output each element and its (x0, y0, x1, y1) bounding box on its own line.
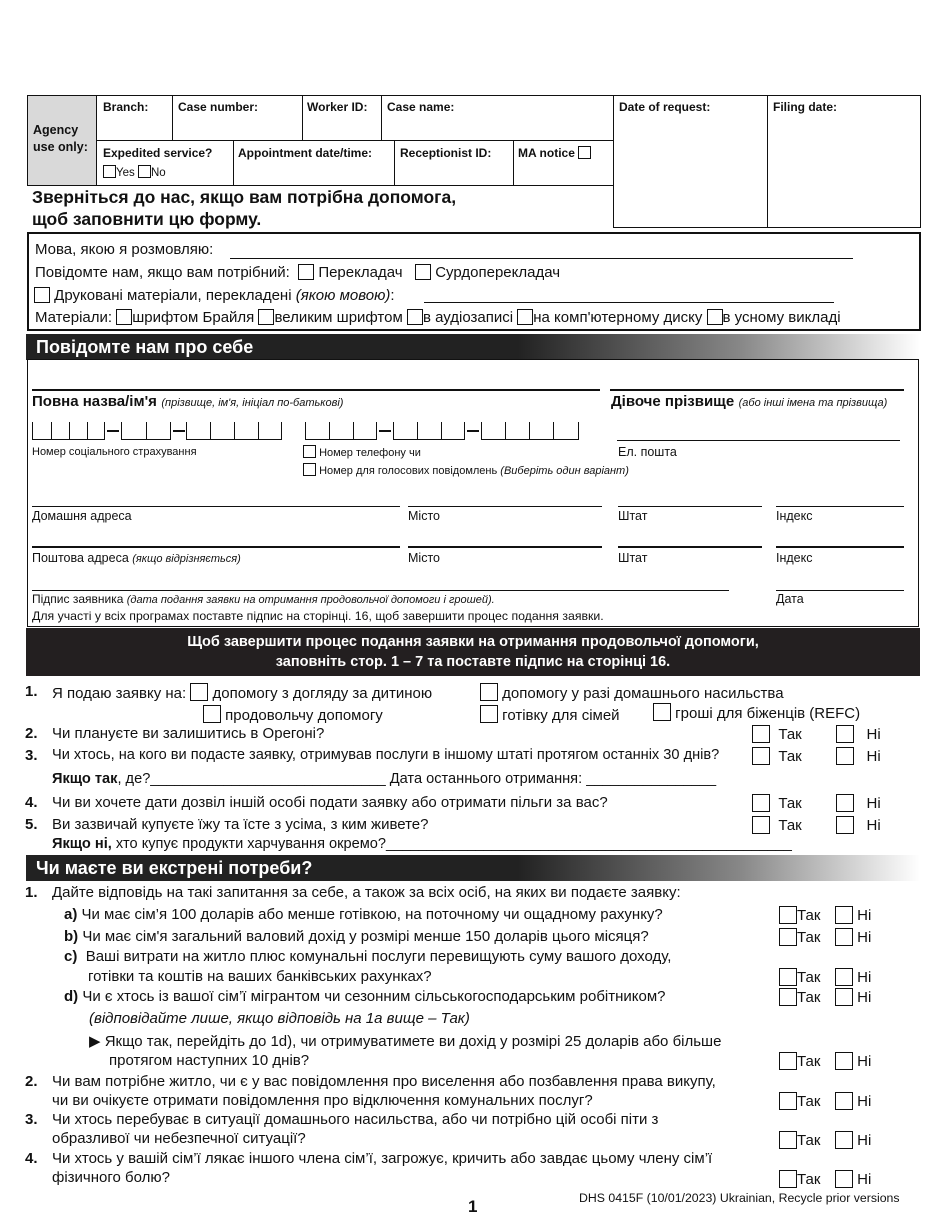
e4-text2: фізичного болю? (52, 1169, 170, 1186)
home-state-label: Штат (618, 509, 648, 523)
expedited-label: Expedited service? (103, 146, 213, 160)
q3-if-yes-label: Якщо так (52, 771, 118, 787)
e1a-yes-label: Так (797, 907, 821, 924)
home-zip-input[interactable] (776, 492, 904, 507)
dv-checkbox[interactable] (480, 683, 498, 701)
translator-checkbox[interactable] (298, 264, 314, 280)
printed-materials-checkbox[interactable] (34, 287, 50, 303)
language-speak-input[interactable] (230, 242, 853, 259)
e1b-text: Чи має сім'я загальний валовий дохід у розмірі менше 150 доларів цього місяця? (82, 928, 649, 945)
disk-checkbox[interactable] (517, 309, 533, 325)
q3-number: 3. (25, 747, 38, 764)
e1c-text2: готівки та коштів на ваших банківських рахунках? (88, 968, 432, 985)
mail-city-label: Місто (408, 551, 440, 565)
home-state-input[interactable] (618, 492, 762, 507)
materials-row (35, 309, 841, 326)
e4-yes (779, 1170, 820, 1188)
q3-no-checkbox[interactable] (836, 747, 854, 765)
e1c-letter: c) (64, 948, 78, 965)
e1a-letter: a) (64, 906, 78, 923)
q4-number: 4. (25, 794, 38, 811)
e1d-text: Чи є хтось із вашої сім’ї мігрантом чи сезонним сільськогосподарським робітником? (82, 988, 666, 1005)
mail-address-hint: (якщо відрізняється) (132, 553, 241, 565)
signature-label-row (32, 592, 495, 606)
home-address-input[interactable] (32, 492, 400, 507)
e1d-yes-label: Так (797, 989, 821, 1006)
e2-no (835, 1092, 871, 1110)
large-print-checkbox[interactable] (258, 309, 274, 325)
e2-yes (779, 1092, 820, 1110)
full-name-label-row (32, 393, 343, 411)
e2-yes-checkbox[interactable] (779, 1092, 797, 1110)
e1-number: 1. (25, 884, 38, 901)
e1c-yes-label: Так (797, 969, 821, 986)
e4-text (52, 1149, 712, 1187)
help-heading-line2: щоб заповнити цю форму. (32, 209, 262, 229)
e4-no-label: Ні (857, 1171, 872, 1188)
ssn-dash (173, 430, 185, 432)
e3-text2: образливої чи небезпечної ситуації? (52, 1130, 306, 1147)
q3-no-label: Ні (866, 748, 881, 765)
language-speak-label: Мова, якою я розмовляю: (35, 241, 214, 258)
agency-divider (302, 96, 303, 140)
q2-number: 2. (25, 725, 38, 742)
phone-line[interactable] (481, 422, 579, 440)
date-divider (767, 95, 768, 228)
voicemail-checkbox[interactable] (303, 463, 316, 476)
language-need-label: Повідомте нам, якщо вам потрібний: (35, 264, 290, 281)
q3-yes (752, 747, 802, 765)
e1b-yes (779, 928, 820, 946)
signature-label: Підпис заявника (32, 592, 124, 606)
q2-no-checkbox[interactable] (836, 725, 854, 743)
printed-language-input[interactable] (424, 286, 834, 303)
e1d-sub-text1: Якщо так, перейдіть до 1d), чи отримуватимете ви дохід у розмірі 25 доларів або більше (104, 1033, 722, 1050)
q5-text: Ви зазвичай купуєте їжу та їсте з усіма, з ким живете? (52, 816, 429, 833)
banner-line2: заповніть стор. 1 – 7 та поставте підпис на сторінці 16. (275, 654, 671, 670)
email-label: Ел. пошта (618, 445, 677, 459)
e1d-no (835, 988, 871, 1006)
worker-id-field[interactable]: Worker ID: (307, 100, 368, 114)
home-city-label: Місто (408, 509, 440, 523)
q5-number: 5. (25, 816, 38, 833)
mail-address-input[interactable] (32, 532, 400, 548)
e1b-no-checkbox[interactable] (835, 928, 853, 946)
oral-label: в усному викладі (722, 309, 841, 326)
audio-checkbox[interactable] (407, 309, 423, 325)
e1c-no-label: Ні (857, 969, 872, 986)
q3-followup (52, 771, 716, 787)
e1d-sub-yes-label: Так (797, 1053, 821, 1070)
maiden-name-label-row (611, 393, 887, 411)
q1-cash (480, 705, 620, 724)
q2-yes (752, 725, 802, 743)
home-address-label: Домашня адреса (32, 509, 132, 523)
email-input[interactable] (617, 426, 900, 441)
q3-yes-label: Так (778, 748, 802, 765)
e1b-letter: b) (64, 928, 79, 945)
food-label: продовольчу допомогу (225, 707, 383, 724)
q4-yes (752, 794, 802, 812)
q3-yes-checkbox[interactable] (752, 747, 770, 765)
e3-text1: Чи хтось перебуває в ситуації домашнього насильства, або чи потрібно цій особі піти з (52, 1111, 659, 1128)
agency-divider (233, 140, 234, 185)
e1b-yes-checkbox[interactable] (779, 928, 797, 946)
language-speak-row (35, 241, 213, 258)
ssn-label: Номер соціального страхування (32, 446, 197, 458)
expedited-options (103, 165, 166, 179)
e2-no-label: Ні (857, 1093, 872, 1110)
full-name-input[interactable] (32, 375, 600, 391)
q4-yes-checkbox[interactable] (752, 794, 770, 812)
e2-number: 2. (25, 1073, 38, 1090)
signature-date-input[interactable] (776, 576, 904, 591)
braille-label: шрифтом Брайля (132, 309, 255, 326)
q1-row1 (52, 683, 432, 702)
cash-label: готівку для сімей (502, 707, 620, 724)
section-emergency-header: Чи маєте ви екстрені потреби? (26, 855, 920, 881)
e3-no (835, 1131, 871, 1149)
q3-followup-fields[interactable]: , де?_____________________________ Дата останнього отримання: ________________ (117, 771, 717, 787)
e1c-yes-checkbox[interactable] (779, 968, 797, 986)
e1d-sub-no (835, 1052, 871, 1070)
mail-city-input[interactable] (408, 532, 602, 548)
e1d-row (64, 988, 666, 1005)
expedited-no-checkbox[interactable] (138, 165, 151, 178)
phone-checkbox[interactable] (303, 445, 316, 458)
e4-number: 4. (25, 1150, 38, 1167)
help-heading-line1: Зверніться до нас, якщо вам потрібна допомога, (32, 187, 457, 207)
mail-address-label: Поштова адреса (32, 551, 129, 565)
e3-no-checkbox[interactable] (835, 1131, 853, 1149)
case-name-field[interactable]: Case name: (387, 100, 455, 114)
e4-no (835, 1170, 871, 1188)
sign-language-label: Сурдоперекладач (435, 264, 561, 281)
maiden-name-label: Дівоче прізвище (611, 393, 735, 410)
refc-label: гроші для біженців (REFC) (675, 705, 861, 722)
expedited-no-label: No (150, 167, 166, 179)
e1d-sub-no-label: Ні (857, 1053, 872, 1070)
q4-no-label: Ні (866, 795, 881, 812)
disk-label: на комп'ютерному диску (533, 309, 703, 326)
form-footer: DHS 0415F (10/01/2023) Ukrainian, Recycle prior versions (579, 1191, 900, 1205)
e1b-no-label: Ні (857, 929, 872, 946)
q5-followup-field[interactable]: хто купує продукти харчування окремо?__________________________________________________ (111, 836, 792, 852)
e1d-yes (779, 988, 820, 1006)
childcare-label: допомогу з догляду за дитиною (212, 685, 433, 702)
materials-label: Матеріали: (35, 309, 113, 326)
e4-no-checkbox[interactable] (835, 1170, 853, 1188)
mail-address-label-row (32, 551, 241, 565)
q2-text: Чи плануєте ви залишитись в Орегоні? (52, 725, 325, 742)
phone-prefix[interactable] (393, 422, 465, 440)
food-checkbox[interactable] (203, 705, 221, 723)
audio-label: в аудіозаписі (422, 309, 514, 326)
q5-followup (52, 836, 792, 852)
e1a-no-label: Ні (857, 907, 872, 924)
e3-no-label: Ні (857, 1132, 872, 1149)
q5-no (836, 816, 881, 834)
q1-food (203, 705, 383, 724)
maiden-name-input[interactable] (610, 375, 904, 391)
home-zip-label: Індекс (776, 509, 813, 523)
q5-no-checkbox[interactable] (836, 816, 854, 834)
e1a-no (835, 906, 871, 924)
e3-yes (779, 1131, 820, 1149)
e1c-no-checkbox[interactable] (835, 968, 853, 986)
oral-checkbox[interactable] (707, 309, 723, 325)
q4-no (836, 794, 881, 812)
signature-date-label: Дата (776, 592, 804, 606)
expedited-yes-label: Yes (116, 167, 135, 179)
q2-no (836, 725, 881, 743)
e1d-letter: d) (64, 988, 79, 1005)
agency-divider (172, 96, 173, 140)
voicemail-option (303, 463, 629, 477)
ssn-dash (107, 430, 119, 432)
agency-divider (394, 140, 395, 185)
q2-yes-label: Так (778, 726, 802, 743)
e1c-no (835, 968, 871, 986)
e1d-sub-text2: протягом наступних 10 днів? (109, 1052, 310, 1069)
q5-yes-checkbox[interactable] (752, 816, 770, 834)
section-about-header: Повідомте нам про себе (26, 334, 920, 360)
completion-banner (26, 628, 920, 676)
q3-no (836, 747, 881, 765)
mail-zip-input[interactable] (776, 532, 904, 548)
receptionist-field[interactable]: Receptionist ID: (400, 146, 492, 160)
arrow-right-icon: ▶ (89, 1033, 101, 1050)
signature-input[interactable] (32, 576, 729, 591)
e4-text1: Чи хтось у вашій сім’ї лякає іншого члена сім’ї, загрожує, кричить або завдає цьому члену сім’ї (52, 1150, 713, 1167)
voicemail-hint: (Виберіть один варіант) (500, 465, 629, 477)
e3-number: 3. (25, 1111, 38, 1128)
q1-dv (480, 683, 784, 702)
ma-notice-checkbox[interactable] (578, 146, 591, 159)
e1d-sub-yes (779, 1052, 820, 1070)
filing-date-field[interactable]: Filing date: (773, 100, 837, 114)
cash-checkbox[interactable] (480, 705, 498, 723)
e1a-yes-checkbox[interactable] (779, 906, 797, 924)
e4-yes-label: Так (797, 1171, 821, 1188)
q5-yes (752, 816, 802, 834)
e1b-no (835, 928, 871, 946)
e3-yes-label: Так (797, 1132, 821, 1149)
ssn-part2[interactable] (121, 422, 171, 440)
dv-label: допомогу у разі домашнього насильства (502, 685, 784, 702)
q2-yes-checkbox[interactable] (752, 725, 770, 743)
e1d-no-label: Ні (857, 989, 872, 1006)
q3-text: Чи хтось, на кого ви подасте заявку, отримував послуги в іншому штаті протягом останніх 30 днів? (52, 747, 720, 763)
e1c-row (64, 947, 671, 987)
signature-hint: (дата подання заявки на отримання продовольчої допомоги і грошей). (126, 594, 495, 606)
e1b-row (64, 928, 649, 945)
translator-label: Перекладач (318, 264, 403, 281)
e3-text (52, 1110, 658, 1148)
help-heading (32, 186, 456, 230)
language-need-row (35, 264, 560, 281)
agency-divider (381, 96, 382, 140)
agency-divider (513, 140, 514, 185)
date-of-request-field[interactable]: Date of request: (619, 100, 711, 114)
full-name-hint: (прізвище, ім'я, ініціал по-батькові) (161, 397, 344, 409)
ssn-part3[interactable] (186, 422, 282, 440)
printed-materials-row: Друковані матеріали, перекладені (якою мовою): (34, 287, 395, 304)
phone-dash (379, 430, 391, 432)
sign-language-checkbox[interactable] (415, 264, 431, 280)
refc-checkbox[interactable] (653, 703, 671, 721)
printed-language-hint: (якою мовою) (295, 287, 391, 304)
page-number: 1 (468, 1197, 478, 1216)
phone-label: Номер телефону чи (319, 447, 421, 459)
mail-state-input[interactable] (618, 532, 762, 548)
ma-notice-label: MA notice (518, 146, 575, 160)
agency-label: Agency use only: (33, 123, 88, 154)
q1-text: Я подаю заявку на: (52, 685, 187, 702)
phone-area-code[interactable] (305, 422, 377, 440)
e1c-text1: Ваші витрати на житло плюс комунальні послуги перевищують суму вашого доходу, (85, 948, 672, 965)
phone-option (303, 445, 421, 459)
q5-yes-label: Так (778, 817, 802, 834)
e1a-row (64, 906, 663, 923)
sign-note: Для участі у всіх програмах поставте підпис на сторінці. 16, щоб завершити процес подання заявки. (32, 609, 604, 623)
e2-no-checkbox[interactable] (835, 1092, 853, 1110)
e1d-no-checkbox[interactable] (835, 988, 853, 1006)
phone-dash (467, 430, 479, 432)
e1b-yes-label: Так (797, 929, 821, 946)
q2-no-label: Ні (866, 726, 881, 743)
appointment-field[interactable]: Appointment date/time: (238, 146, 372, 160)
e2-text1: Чи вам потрібне житло, чи є у вас повідомлення про виселення або позбавлення права викупу, (52, 1073, 716, 1090)
e1a-yes (779, 906, 820, 924)
large-print-label: великим шрифтом (274, 309, 403, 326)
home-city-input[interactable] (408, 492, 602, 507)
e2-text (52, 1072, 716, 1110)
ssn-part1[interactable] (32, 422, 105, 440)
q4-yes-label: Так (778, 795, 802, 812)
e1d-sub-no-checkbox[interactable] (835, 1052, 853, 1070)
e3-yes-checkbox[interactable] (779, 1131, 797, 1149)
e1d-sub-yes-checkbox[interactable] (779, 1052, 797, 1070)
agency-row-divider (96, 140, 613, 141)
banner-line1: Щоб завершити процес подання заявки на отримання продовольчої допомоги, (187, 634, 759, 650)
e1c-yes (779, 968, 820, 986)
maiden-name-hint: (або інші імена та прізвища) (738, 397, 888, 409)
ma-notice (518, 146, 591, 160)
mail-zip-label: Індекс (776, 551, 813, 565)
childcare-checkbox[interactable] (190, 683, 208, 701)
expedited-yes-checkbox[interactable] (103, 165, 116, 178)
mail-state-label: Штат (618, 551, 648, 565)
q4-text: Чи ви хочете дати дозвіл іншій особі подати заявку або отримати пільги за вас? (52, 794, 608, 811)
e1d-yes-checkbox[interactable] (779, 988, 797, 1006)
branch-field[interactable]: Branch: (103, 100, 149, 114)
e4-yes-checkbox[interactable] (779, 1170, 797, 1188)
q1-number: 1. (25, 683, 38, 700)
e2-text2: чи ви очікуєте отримати повідомлення про відключення комунальних послуг? (52, 1092, 593, 1109)
voicemail-label: Номер для голосових повідомлень (319, 465, 498, 477)
printed-materials-label: Друковані матеріали, перекладені (54, 287, 292, 304)
e1a-text: Чи має сім’я 100 доларів або менше готівкою, на поточному чи ощадному рахунку? (81, 906, 663, 923)
e1-text: Дайте відповідь на такі запитання за себе, а також за всіх осіб, на яких ви подаєте заявку: (52, 884, 681, 901)
full-name-label: Повна назва/ім'я (32, 393, 157, 410)
q1-refc (653, 703, 860, 722)
e2-yes-label: Так (797, 1093, 821, 1110)
case-number-field[interactable]: Case number: (178, 100, 259, 114)
braille-checkbox[interactable] (116, 309, 132, 325)
q5-if-no-label: Якщо ні, (52, 836, 112, 852)
e1d-sub (89, 1032, 721, 1070)
e1a-no-checkbox[interactable] (835, 906, 853, 924)
q5-no-label: Ні (866, 817, 881, 834)
q4-no-checkbox[interactable] (836, 794, 854, 812)
e1d-hint: (відповідайте лише, якщо відповідь на 1а вище – Так) (89, 1010, 470, 1027)
